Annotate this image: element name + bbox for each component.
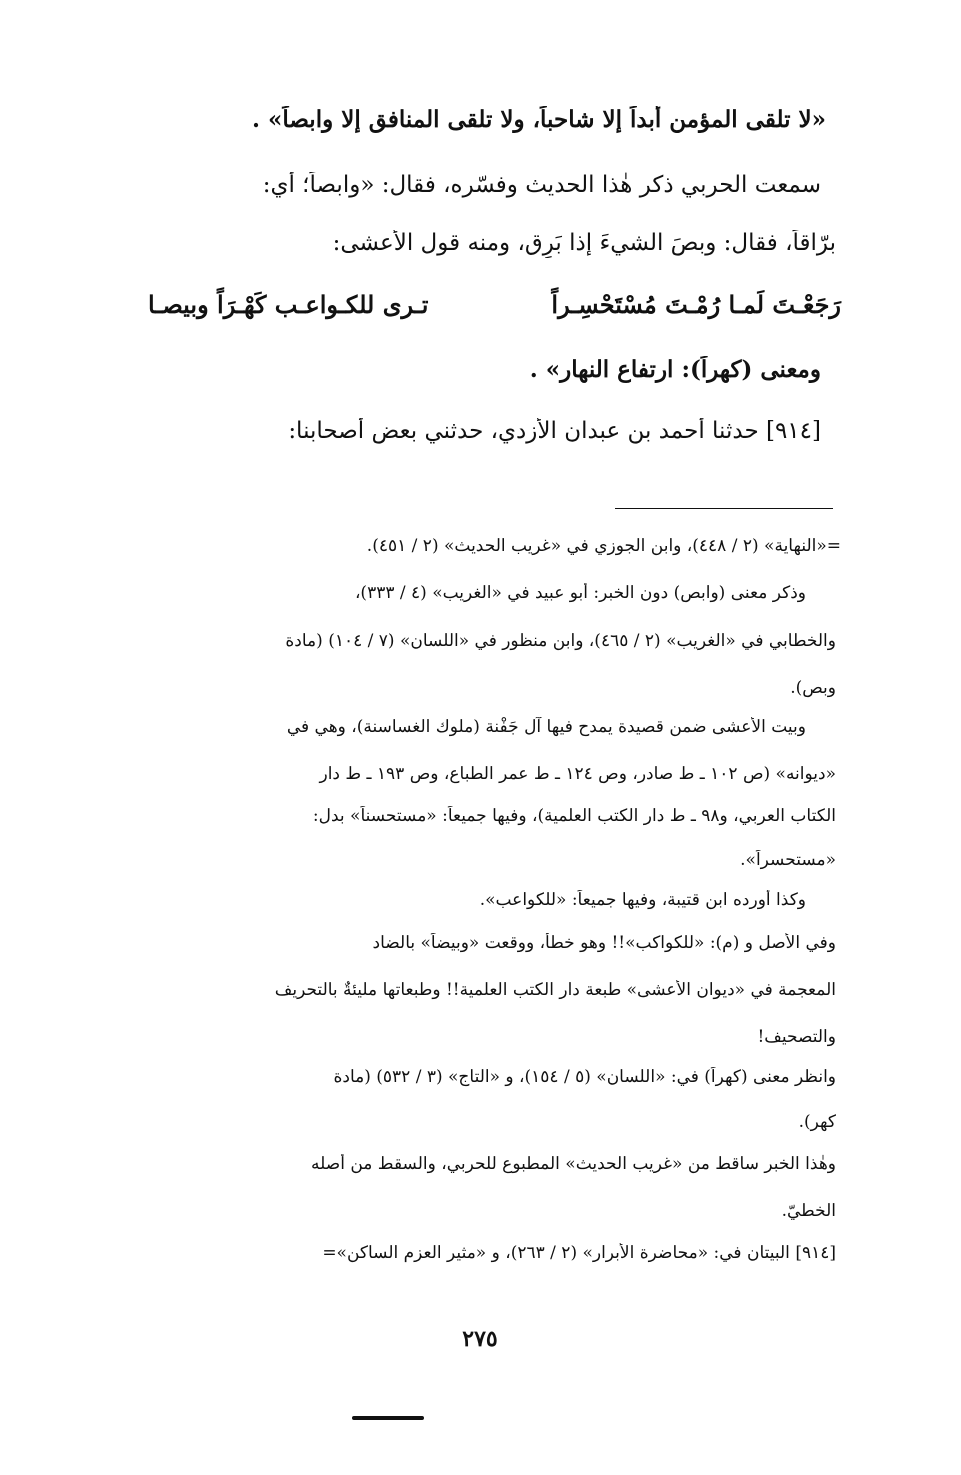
footnote-line: وذكر معنى (وابص) دون الخبر: أبو عبيد في «الغريب» (٤ / ٣٣٣)، xyxy=(354,583,806,603)
main-text-line: ومعنى (كهراً): ارتفاع النهار» . xyxy=(529,356,821,383)
footnote-line: [٩١٤] البيتان في: «محاضرة الأبرار» (٢ / ٢٦٣)، و «مثير العزم الساكن»= xyxy=(322,1243,836,1263)
footnote-line: =«النهاية» (٢ / ٤٤٨)، وابن الجوزي في «غريب الحديث» (٢ / ٤٥١). xyxy=(366,536,841,556)
footnote-separator xyxy=(615,508,833,509)
verse-first-hemistich: رَجَعْـتَ لَمـا رُمْـتَ مُسْتَحْسِـراً xyxy=(551,290,841,319)
verse-second-hemistich: تـرى للكـواعـب كَهْـرَاً وبيصـا xyxy=(148,290,429,319)
footnote-line: وكذا أورده ابن قتيبة، وفيها جميعاً: «للكواعب». xyxy=(479,890,806,910)
footnote-line: وبص). xyxy=(790,678,836,698)
hadith-quote-line: «لا تلقى المؤمن أبداً إلا شاحباً، ولا تلقى المنافق إلا وابصاً» . xyxy=(251,106,826,133)
footnote-line: الخطيّ. xyxy=(781,1201,836,1221)
footnote-line: «ديوانه» (ص ١٠٢ ـ ط صادر، وص ١٢٤ ـ ط عمر الطباع، وص ١٩٣ ـ ط دار xyxy=(319,764,836,784)
footnote-line: وفي الأصل و (م): «للكواكب»!! وهو خطأ، ووقعت «وبيضاً» بالضاد xyxy=(372,933,836,953)
footnote-line: كهر). xyxy=(798,1112,836,1132)
footnote-line: وانظر معنى (كهراً) في: «اللسان» (٥ / ١٥٤)، و «التاج» (٣ / ٥٣٢) (مادة xyxy=(333,1067,836,1087)
bottom-ornament xyxy=(352,1416,424,1420)
hadith-number-line: [٩١٤] حدثنا أحمد بن عبدان الأزدي، حدثني بعض أصحابنا: xyxy=(288,418,821,444)
footnote-line: وهٰذا الخبر ساقط من «غريب الحديث» المطبوع للحربي، والسقط من أصله xyxy=(311,1154,836,1174)
footnote-line: الكتاب العربي، و٩٨ ـ ط دار الكتب العلمية)، وفيها جميعاً: «مستحسناً» بدل: xyxy=(312,806,836,826)
footnote-line: والتصحيف! xyxy=(757,1027,836,1047)
footnote-line: المعجمة في «ديوان الأعشى» طبعة دار الكتب العلمية!! وطبعاتها مليئةٌ بالتحريف xyxy=(274,980,836,1000)
footnote-line: وبيت الأعشى ضمن قصيدة يمدح فيها آل جَفْنة (ملوك الغساسنة)، وهي في xyxy=(286,717,806,737)
main-text-line: برّاقاً، فقال: وبصَ الشيءَ إذا بَرِق، ومنه قول الأعشى: xyxy=(332,230,836,256)
page-number: ٢٧٥ xyxy=(462,1326,498,1352)
footnote-line: والخطابي في «الغريب» (٢ / ٤٦٥)، وابن منظور في «اللسان» (٧ / ١٠٤) (مادة xyxy=(285,631,836,651)
footnote-line: «مستحسراً». xyxy=(740,850,836,870)
main-text-line: سمعت الحربي ذكر هٰذا الحديث وفسّره، فقال: «وابصاً؛ أي: xyxy=(262,172,821,198)
